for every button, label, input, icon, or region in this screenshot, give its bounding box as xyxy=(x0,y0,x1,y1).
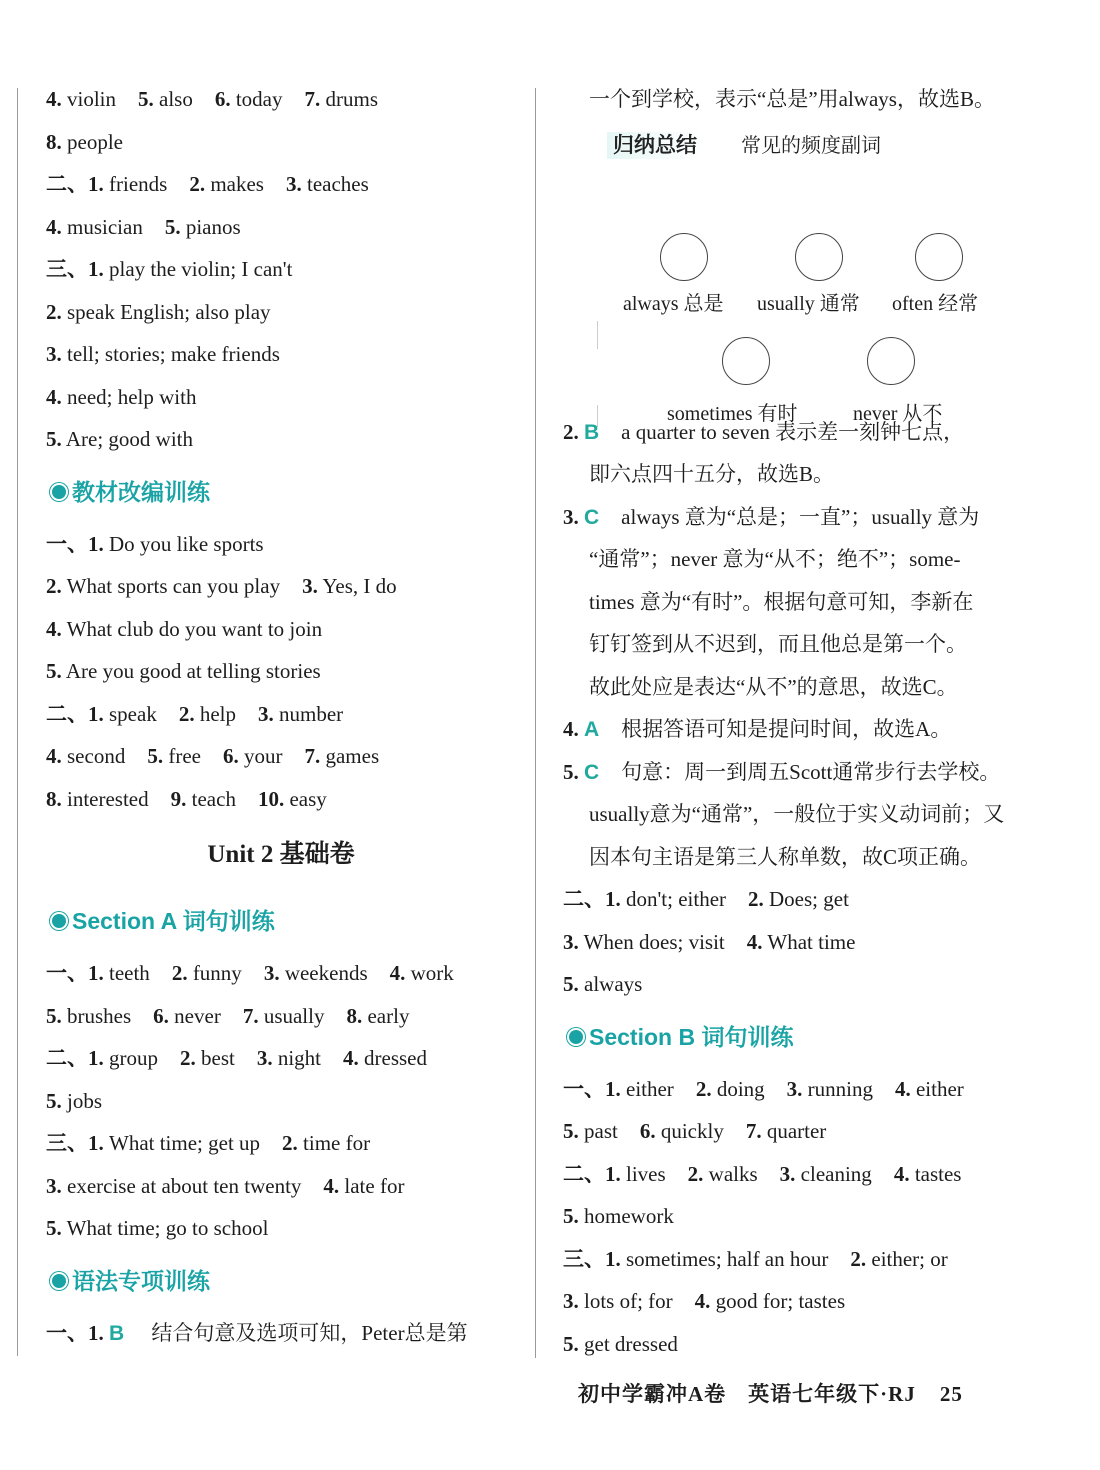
book-title: 初中学霸冲A卷 英语七年级下·RJ xyxy=(578,1382,916,1406)
explanation-text: 故此处应是表达“从不”的意思，故选C。 xyxy=(589,674,958,699)
explanation-line xyxy=(563,836,1033,879)
item-number: 二、1. xyxy=(46,172,104,196)
item-answer: makes xyxy=(210,172,264,196)
item-answer: running xyxy=(807,1076,873,1101)
answer-line xyxy=(46,608,516,651)
item-number: 2. xyxy=(46,299,62,324)
item-number: 7. xyxy=(304,744,321,768)
item-number: 3. xyxy=(256,1046,273,1070)
item-number: 4. xyxy=(46,384,62,409)
item-answer: speak xyxy=(109,701,157,726)
item-number: 2. xyxy=(178,701,195,726)
item-number: 2. xyxy=(171,961,188,985)
item-answer: brushes xyxy=(67,1003,132,1028)
item-answer: pianos xyxy=(185,214,241,239)
item-number: 7. xyxy=(304,87,321,111)
item-answer: Are you good at telling stories xyxy=(65,659,321,683)
item-answer: Do you like sports xyxy=(109,531,264,556)
answer-line xyxy=(563,878,1033,921)
item-number: 7. xyxy=(242,1003,259,1028)
answer-line xyxy=(563,1195,1033,1238)
item-answer: doing xyxy=(716,1076,765,1101)
answer-line xyxy=(563,1323,1033,1366)
item-answer: always xyxy=(584,972,643,996)
blank-circle xyxy=(867,337,915,385)
answer-block-2 xyxy=(46,523,516,821)
item-answer: homework xyxy=(584,1204,674,1228)
item-number: 一、1. xyxy=(563,1076,621,1101)
answer-line xyxy=(46,995,516,1038)
item-number: 3. xyxy=(285,172,302,196)
item-answer: friends xyxy=(109,172,168,196)
item-number: 4. xyxy=(389,961,406,985)
item-answer: lives xyxy=(626,1161,666,1186)
explanation-line xyxy=(563,666,1033,709)
page-number: 25 xyxy=(939,1382,963,1406)
item-number: 4. xyxy=(894,1076,911,1101)
explanation-line xyxy=(563,708,1033,751)
answer-letter: B xyxy=(109,1321,125,1345)
item-number: 3. xyxy=(302,574,318,598)
explanation-line xyxy=(563,411,1033,454)
item-answer: need; help with xyxy=(67,384,197,409)
item-number: 4. xyxy=(343,1046,359,1070)
item-number: 4. xyxy=(893,1161,910,1186)
unit-title: Unit 2 基础卷 xyxy=(207,841,355,868)
answer-line xyxy=(563,1238,1033,1281)
heading-text: Section A 词句训练 xyxy=(72,908,275,934)
item-answer: walks xyxy=(708,1161,758,1186)
item-number: 3. xyxy=(563,929,579,954)
item-answer: also xyxy=(159,87,193,111)
answer-line xyxy=(563,1280,1033,1323)
explanation-line xyxy=(563,581,1033,624)
left-margin-rule xyxy=(17,88,18,1356)
answer-line xyxy=(563,921,1033,964)
item-answer: What club do you want to join xyxy=(66,616,323,641)
item-number: 5. xyxy=(138,87,154,111)
item-answer: group xyxy=(109,1046,158,1070)
item-number: 3. xyxy=(779,1161,796,1186)
summary-title: 归纳总结 xyxy=(607,129,703,159)
item-answer: Does; get xyxy=(769,887,849,911)
answer-line xyxy=(563,1153,1033,1196)
adverb-label: never 从不 xyxy=(853,402,943,425)
item-number: 3. xyxy=(563,504,579,529)
answer-line xyxy=(46,206,516,249)
item-answer: What time; get up xyxy=(109,1131,261,1155)
item-number: 4. xyxy=(46,744,62,768)
blank-circle xyxy=(722,337,770,385)
item-answer: quarter xyxy=(766,1119,827,1143)
item-answer: sometimes; half an hour xyxy=(626,1246,829,1271)
explanation-text: a quarter to seven 表示差一刻钟七点， xyxy=(621,419,965,444)
item-answer: violin xyxy=(67,87,117,111)
item-number: 一、1. xyxy=(46,961,104,985)
item-number: 4. xyxy=(46,616,62,641)
item-answer: musician xyxy=(67,214,143,239)
section-heading-section-b xyxy=(563,1006,1033,1068)
item-answer: weekends xyxy=(284,961,368,985)
summary-topic: 常见的频度副词 xyxy=(741,132,881,157)
item-answer: usually xyxy=(263,1003,325,1028)
item-answer: don't; either xyxy=(626,887,727,911)
item-number: 二、1. xyxy=(563,887,621,911)
section-heading-textbook xyxy=(46,461,516,523)
answer-line xyxy=(46,565,516,608)
item-number: 7. xyxy=(745,1119,762,1143)
explanation-text: “通常”；never 意为“从不；绝不”；some- xyxy=(589,547,961,571)
item-number: 3. xyxy=(46,1173,62,1198)
item-number: 8. xyxy=(46,786,62,811)
answer-letter: A xyxy=(584,718,600,741)
item-number: 5. xyxy=(46,1088,62,1113)
page-footer xyxy=(578,1378,963,1408)
grammar-answer-1 xyxy=(46,1312,516,1355)
item-answer: funny xyxy=(192,961,242,985)
item-answer: help xyxy=(199,701,236,726)
answer-line xyxy=(46,523,516,566)
item-number: 4. xyxy=(563,717,579,741)
answer-line xyxy=(46,1080,516,1123)
explanation-line xyxy=(563,751,1033,794)
heading-text: 语法专项训练 xyxy=(72,1267,210,1294)
item-number: 2. xyxy=(695,1076,712,1101)
item-number: 8. xyxy=(346,1003,363,1028)
item-answer: interested xyxy=(67,786,149,811)
item-number: 5. xyxy=(147,744,164,768)
bullet-icon xyxy=(52,914,66,928)
item-number: 3. xyxy=(563,1289,579,1313)
item-number: 4. xyxy=(694,1289,711,1313)
blank-circle xyxy=(660,233,708,281)
item-answer: night xyxy=(277,1046,321,1070)
item-answer: exercise at about ten twenty xyxy=(67,1173,302,1198)
heading-text: 教材改编训练 xyxy=(72,478,210,505)
explanation-text: 结合句意及选项可知，Peter总是第 xyxy=(151,1320,468,1345)
item-answer: second xyxy=(67,744,126,768)
answer-line xyxy=(46,376,516,419)
item-answer: teeth xyxy=(109,961,150,985)
item-number: 5. xyxy=(563,972,579,996)
adverb-label: usually 通常 xyxy=(757,292,860,315)
item-number: 5. xyxy=(46,1216,62,1240)
item-number: 2. xyxy=(748,887,764,911)
item-answer: never xyxy=(174,1003,221,1028)
item-answer: quickly xyxy=(660,1119,724,1143)
item-number: 5. xyxy=(164,214,181,239)
answer-line xyxy=(46,163,516,206)
answer-line xyxy=(46,650,516,693)
item-number: 三、1. xyxy=(46,257,104,281)
item-answer: today xyxy=(235,87,283,111)
bullet-icon xyxy=(52,1274,66,1288)
column-divider xyxy=(535,88,536,1358)
item-answer: tell; stories; make friends xyxy=(67,342,280,366)
item-number: 3. xyxy=(257,701,274,726)
item-number: 9. xyxy=(170,786,187,811)
answer-line xyxy=(46,952,516,995)
answer-line xyxy=(46,418,516,461)
explanation-list xyxy=(563,411,1033,879)
item-answer: time for xyxy=(303,1131,371,1155)
item-answer: late for xyxy=(344,1173,405,1198)
answer-line xyxy=(46,1207,516,1250)
item-number: 二、1. xyxy=(46,1046,104,1070)
answer-line xyxy=(563,963,1033,1006)
answer-letter: C xyxy=(584,505,600,529)
answer-line xyxy=(563,1068,1033,1111)
bullet-icon xyxy=(52,485,66,499)
adverb-label: often 经常 xyxy=(892,292,979,315)
explanation-line xyxy=(563,538,1033,581)
item-number: 5. xyxy=(46,659,62,683)
item-answer: games xyxy=(325,744,380,768)
item-answer: either xyxy=(915,1076,964,1101)
item-answer: Yes, I do xyxy=(322,574,397,598)
item-number: 2. xyxy=(189,172,206,196)
answer-line xyxy=(46,1165,516,1208)
blank-circle xyxy=(915,233,963,281)
item-answer: get dressed xyxy=(584,1331,678,1356)
answer-line xyxy=(46,333,516,376)
item-number: 2. xyxy=(46,574,62,598)
item-number: 二、1. xyxy=(563,1161,621,1186)
explanation-text: usually意为“通常”，一般位于实义动词前；又 xyxy=(589,802,1005,826)
item-answer: When does; visit xyxy=(583,929,725,954)
item-answer: What time; go to school xyxy=(66,1216,269,1240)
explanation-text: always 意为“总是；一直”；usually 意为 xyxy=(621,504,980,529)
item-number: 一、1. xyxy=(46,1320,104,1345)
answer-line xyxy=(46,78,516,121)
answer-block-3 xyxy=(46,952,516,1250)
answer-line xyxy=(46,1122,516,1165)
item-answer: best xyxy=(201,1046,235,1070)
item-answer: lots of; for xyxy=(584,1289,673,1313)
answer-line xyxy=(46,735,516,778)
explanation-line xyxy=(563,496,1033,539)
item-number: 4. xyxy=(46,87,62,111)
item-answer: play the violin; I can't xyxy=(109,257,293,281)
item-number: 3. xyxy=(786,1076,803,1101)
answer-line xyxy=(46,121,516,164)
item-number: 2. xyxy=(850,1246,867,1271)
explanation-text: 因本句主语是第三人称单数，故C项正确。 xyxy=(589,844,982,869)
item-answer: What sports can you play xyxy=(66,574,281,598)
item-number: 4. xyxy=(746,929,763,954)
explanation-text: 钉钉签到从不迟到，而且他总是第一个。 xyxy=(589,632,967,656)
section-heading-section-a xyxy=(46,890,516,952)
answer-line xyxy=(563,1110,1033,1153)
answer-letter: C xyxy=(584,760,600,784)
item-answer: early xyxy=(367,1003,410,1028)
item-answer: What time xyxy=(767,929,856,954)
answer-letter: B xyxy=(584,420,600,444)
continuation-line: 一个到学校，表示“总是”用always，故选B。 xyxy=(589,87,995,111)
explanation-text: 即六点四十五分，故选B。 xyxy=(589,462,835,486)
item-number: 4. xyxy=(323,1173,340,1198)
answer-block-1 xyxy=(46,78,516,461)
item-answer: free xyxy=(168,744,201,768)
item-number: 一、1. xyxy=(46,531,104,556)
answer-line xyxy=(46,693,516,736)
item-answer: work xyxy=(410,961,454,985)
summary-box xyxy=(563,121,1033,425)
answer-block-4 xyxy=(563,878,1033,1006)
explanation-text: 根据答语可知是提问时间，故选A。 xyxy=(621,717,952,741)
item-answer: people xyxy=(67,129,123,154)
item-answer: either xyxy=(626,1076,674,1101)
item-answer: speak English; also play xyxy=(67,299,271,324)
item-number: 5. xyxy=(563,1204,579,1228)
item-answer: dressed xyxy=(364,1046,427,1070)
answer-line xyxy=(46,248,516,291)
explanation-text: 句意：周一到周五Scott通常步行去学校。 xyxy=(621,759,1001,784)
right-column xyxy=(563,78,1033,1365)
explanation-text: times 意为“有时”。根据句意可知，李新在 xyxy=(589,589,974,614)
item-number: 5. xyxy=(46,427,62,451)
item-number: 2. xyxy=(563,419,579,444)
item-number: 5. xyxy=(46,1003,62,1028)
item-number: 三、1. xyxy=(563,1246,621,1271)
blank-circle xyxy=(795,233,843,281)
item-answer: teaches xyxy=(306,172,369,196)
item-number: 三、1. xyxy=(46,1131,104,1155)
item-answer: jobs xyxy=(67,1088,103,1113)
explanation-line xyxy=(563,453,1033,496)
left-column xyxy=(46,78,516,1354)
item-number: 2. xyxy=(282,1131,298,1155)
item-number: 5. xyxy=(563,1119,579,1143)
item-answer: number xyxy=(278,701,344,726)
item-number: 8. xyxy=(46,129,62,154)
item-number: 6. xyxy=(214,87,231,111)
item-answer: past xyxy=(584,1119,618,1143)
answer-line xyxy=(46,291,516,334)
item-answer: teach xyxy=(191,786,236,811)
item-number: 6. xyxy=(639,1119,656,1143)
answer-line xyxy=(46,1037,516,1080)
heading-text: Section B 词句训练 xyxy=(589,1023,794,1050)
item-number: 5. xyxy=(563,1331,579,1356)
item-number: 3. xyxy=(46,342,62,366)
bullet-icon xyxy=(569,1030,583,1044)
item-answer: tastes xyxy=(914,1161,962,1186)
explanation-line xyxy=(563,623,1033,666)
item-answer: your xyxy=(243,744,283,768)
item-number: 10. xyxy=(257,786,285,811)
item-number: 二、1. xyxy=(46,701,104,726)
adverb-label: always 总是 xyxy=(623,292,724,315)
explanation-line xyxy=(563,793,1033,836)
item-number: 6. xyxy=(222,744,239,768)
item-number: 4. xyxy=(46,214,62,239)
item-number: 2. xyxy=(687,1161,704,1186)
item-answer: cleaning xyxy=(800,1161,872,1186)
item-answer: easy xyxy=(289,786,327,811)
item-answer: drums xyxy=(325,87,378,111)
item-number: 5. xyxy=(563,759,579,784)
answer-line xyxy=(46,778,516,821)
adverb-label: sometimes 有时 xyxy=(667,402,798,425)
item-number: 3. xyxy=(263,961,280,985)
item-answer: Are; good with xyxy=(65,427,193,451)
answer-block-5 xyxy=(563,1068,1033,1366)
item-number: 6. xyxy=(153,1003,169,1028)
item-number: 2. xyxy=(180,1046,196,1070)
item-answer: either; or xyxy=(871,1246,948,1271)
section-heading-grammar xyxy=(46,1250,516,1312)
item-answer: good for; tastes xyxy=(715,1289,846,1313)
